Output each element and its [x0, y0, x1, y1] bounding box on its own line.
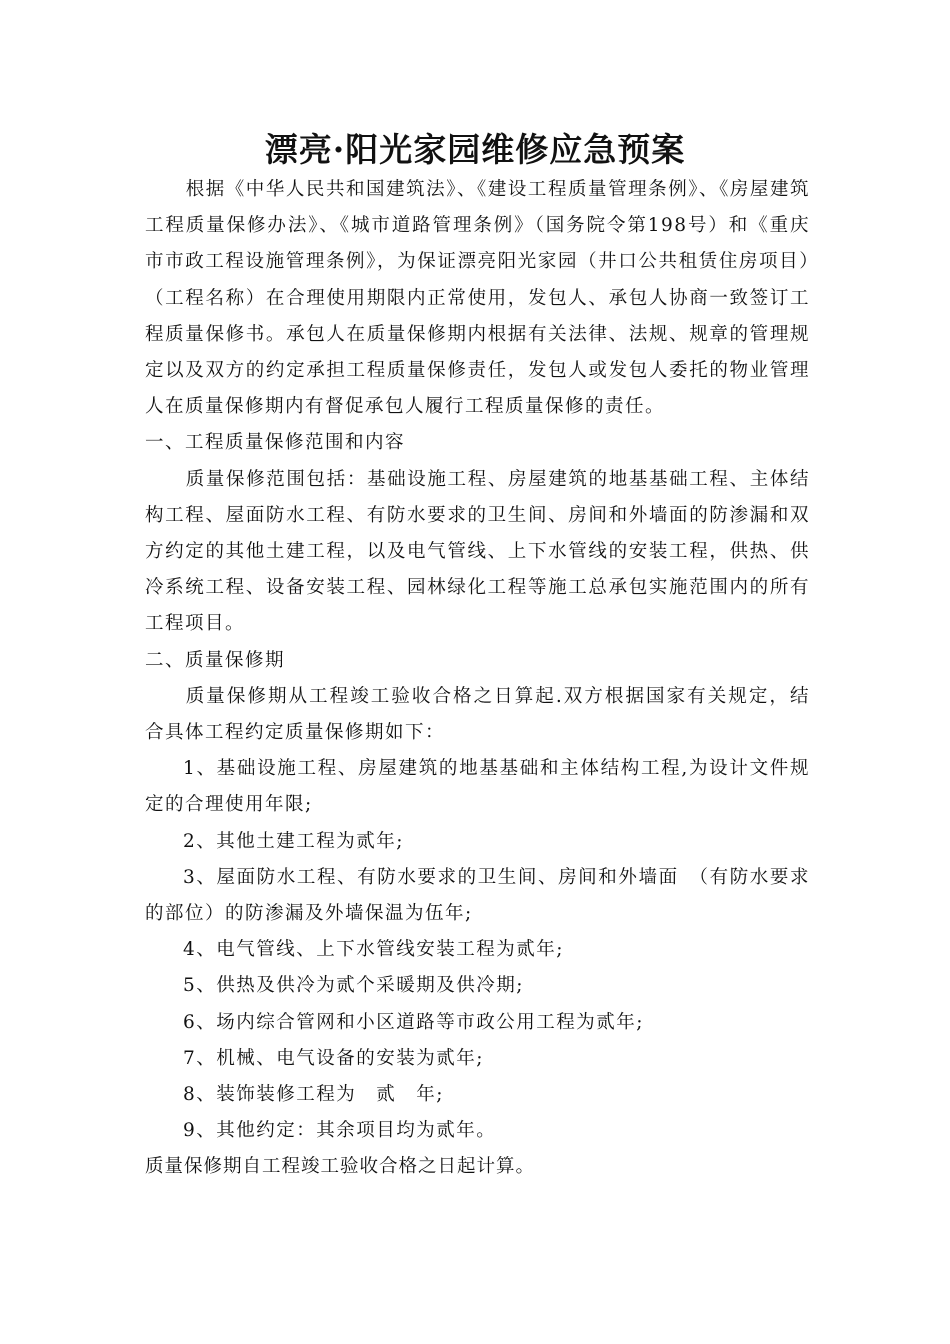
warranty-item-6: 6、场内综合管网和小区道路等市政公用工程为贰年; — [183, 1011, 645, 1033]
section-1-heading: 一、工程质量保修范围和内容 — [145, 432, 406, 454]
warranty-item-2: 2、其他土建工程为贰年; — [183, 830, 405, 852]
warranty-item-7: 7、机械、电气设备的安装为贰年; — [183, 1047, 485, 1069]
document-title: 漂亮·阳光家园维修应急预案 — [264, 130, 686, 169]
warranty-item-3: 3、屋面防水工程、有防水要求的卫生间、房间和外墙面 （有防水要求的部位）的防渗漏及外墙保温为伍年; — [145, 866, 810, 925]
warranty-item-4: 4、电气管线、上下水管线安装工程为贰年; — [183, 939, 565, 961]
warranty-item-8: 8、装饰装修工程为 贰 年; — [183, 1084, 445, 1106]
document-body — [145, 172, 810, 1186]
section-2-heading: 二、质量保修期 — [145, 649, 286, 671]
section-1-paragraph: 质量保修范围包括：基础设施工程、房屋建筑的地基基础工程、主体结构工程、屋面防水工程、有防水要求的卫生间、房间和外墙面的防渗漏和双方约定的其他土建工程，以及电气管线、上下水管线的安装工程，供热、供冷系统工程、设备安装工程、园林绿化工程等施工总承包实施范围内的所有工程项目。 — [145, 468, 810, 635]
warranty-item-9: 9、其他约定：其余项目均为贰年。 — [183, 1120, 497, 1142]
closing-sentence: 质量保修期自工程竣工验收合格之日起计算。 — [145, 1156, 536, 1178]
warranty-item-5: 5、供热及供冷为贰个采暖期及供冷期; — [183, 975, 525, 997]
intro-paragraph: 根据《中华人民共和国建筑法》、《建设工程质量管理条例》、《房屋建筑工程质量保修办法》、《城市道路管理条例》（国务院令第198号）和《重庆市市政工程设施管理条例》，为保证漂亮阳光家园（井口公共租赁住房项目）（工程名称）在合理使用期限内正常使用，发包人、承包人协商一致签订工程质量保修书。承包人在质量保修期内根据有关法律、法规、规章的管理规定以及双方的约定承担工程质量保修责任，发包人或发包人委托的物业管理人在质量保修期内有督促承包人履行工程质量保修的责任。 — [145, 179, 810, 418]
section-2-paragraph: 质量保修期从工程竣工验收合格之日算起.双方根据国家有关规定，结合具体工程约定质量保修期如下： — [145, 685, 810, 744]
warranty-item-1: 1、基础设施工程、房屋建筑的地基基础和主体结构工程,为设计文件规定的合理使用年限; — [145, 758, 810, 816]
